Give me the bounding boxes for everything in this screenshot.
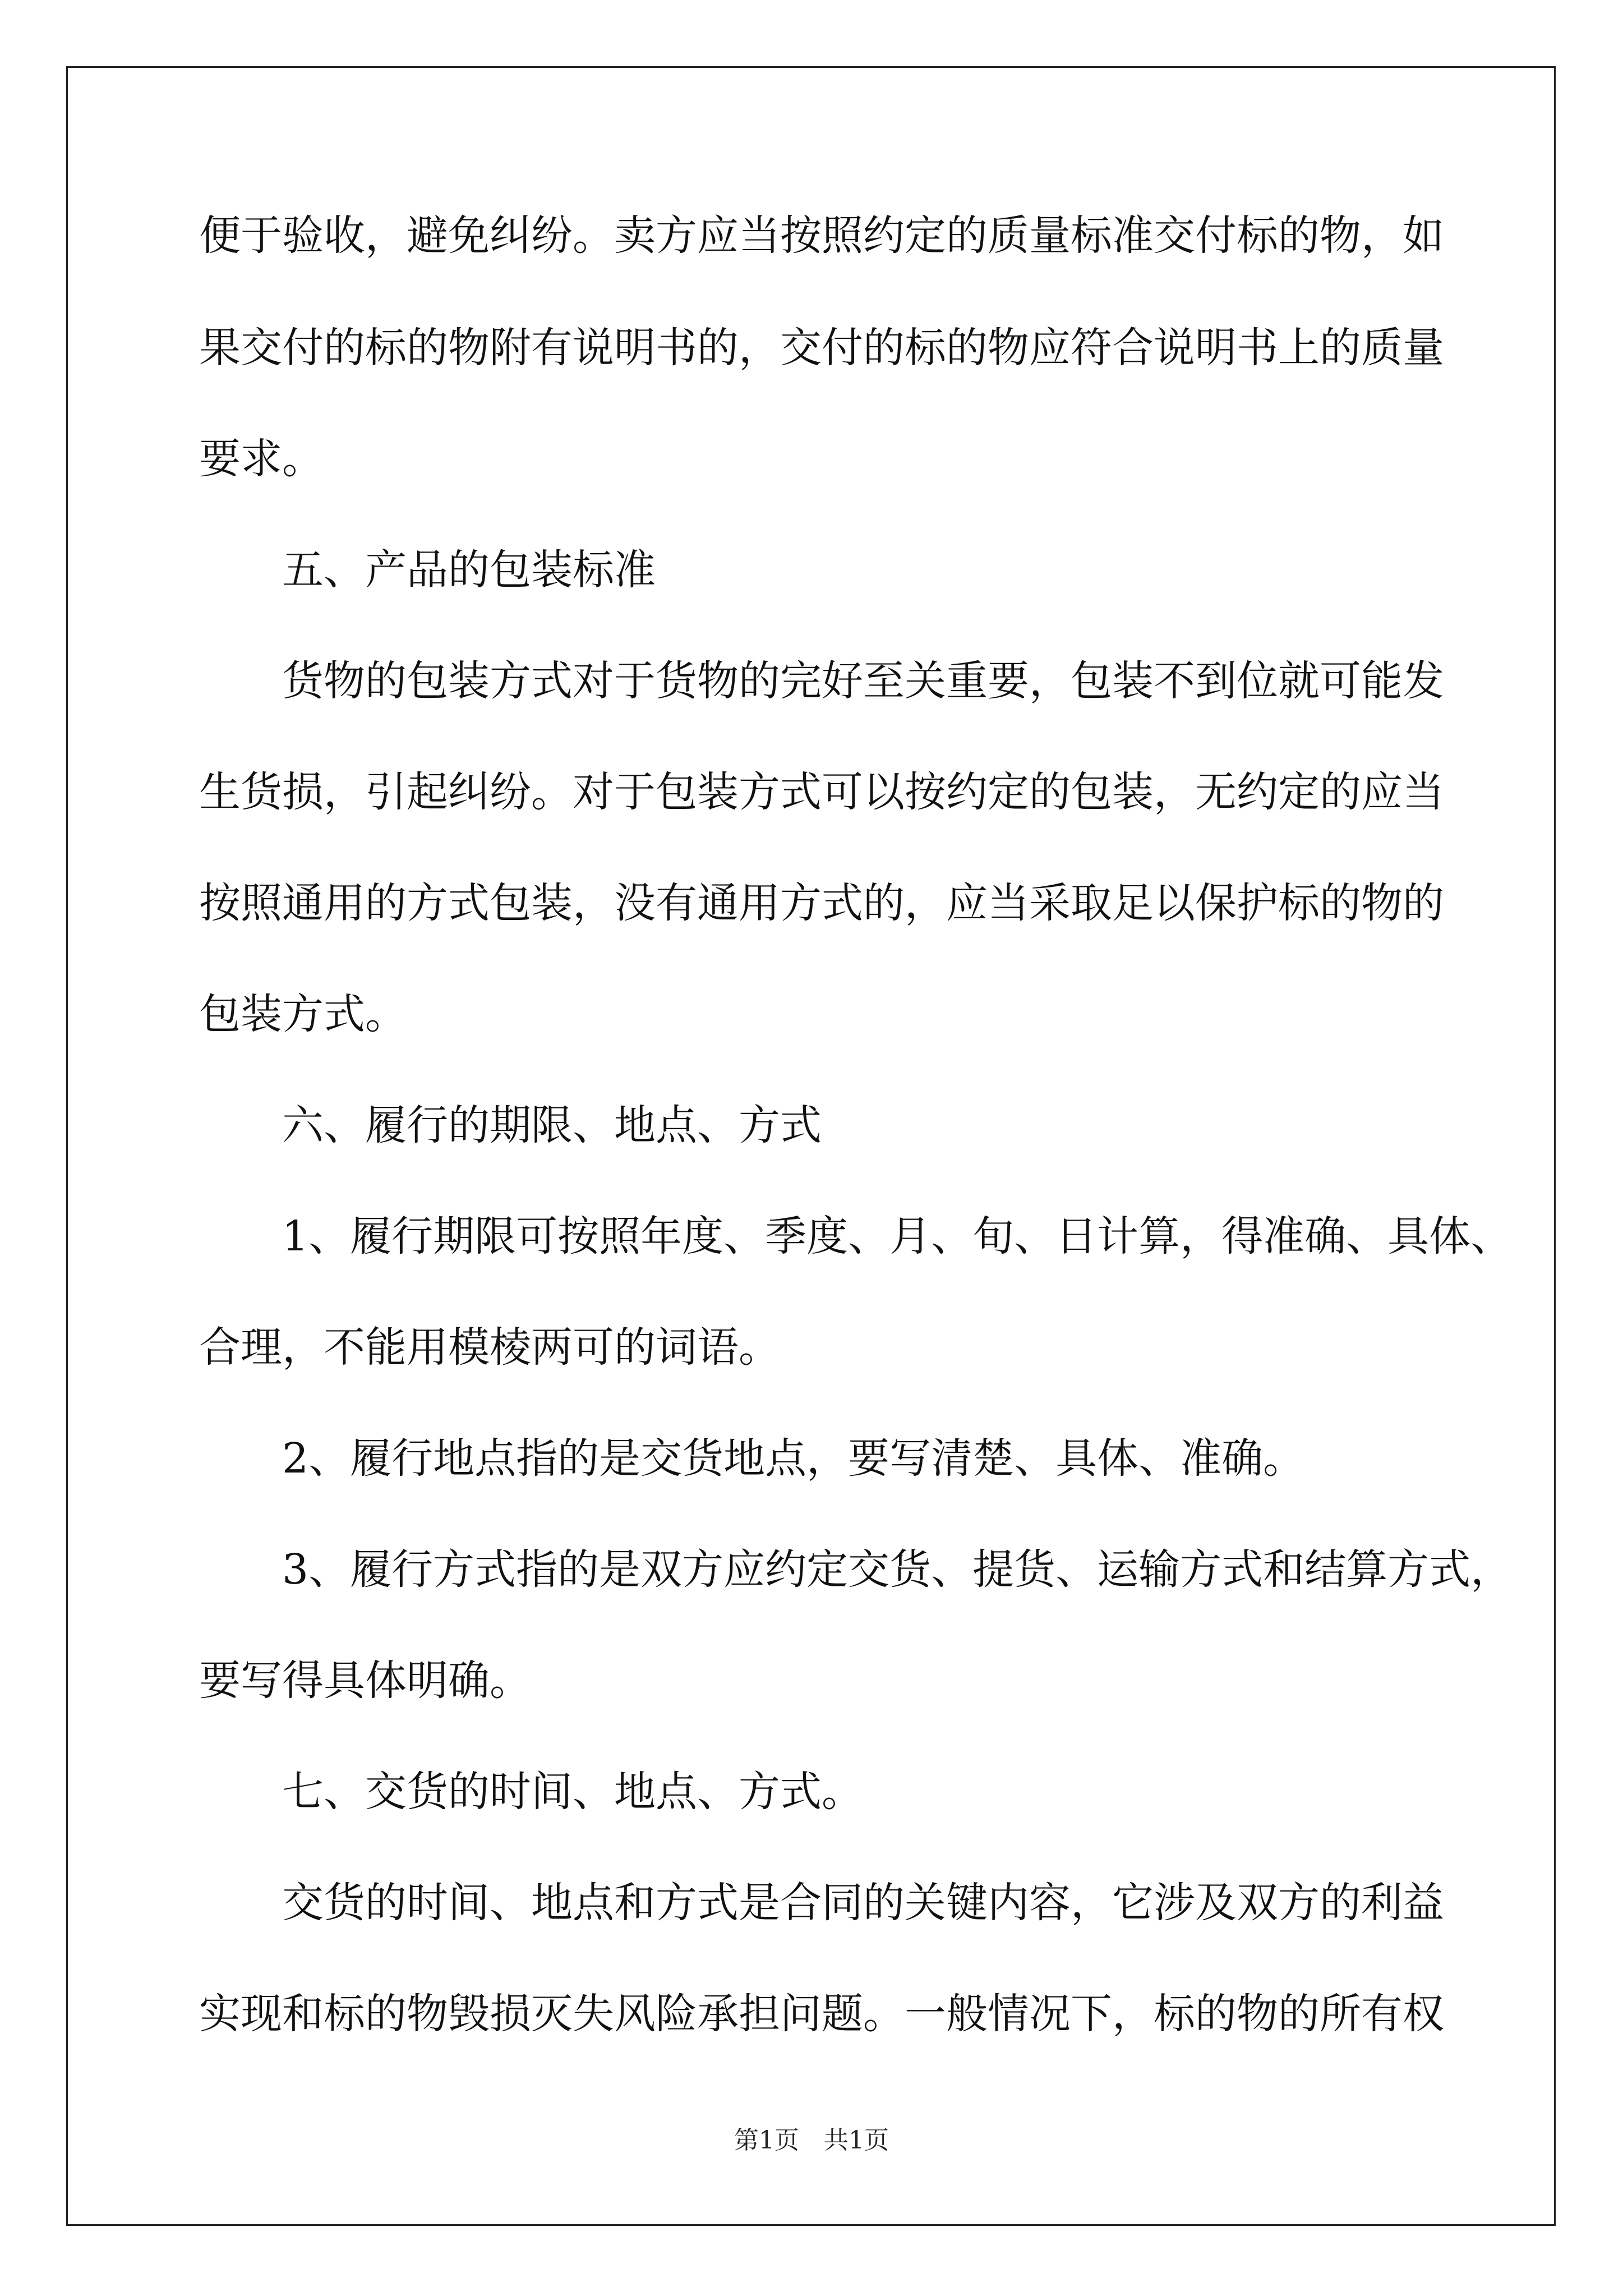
text-line: 2、履行地点指的是交货地点，要写清楚、具体、准确。 xyxy=(282,1434,1305,1483)
text-line: 要写得具体明确。 xyxy=(199,1657,531,1705)
text-line: 合理，不能用模棱两可的词语。 xyxy=(199,1323,780,1372)
section-heading: 七、交货的时间、地点、方式。 xyxy=(282,1768,863,1816)
text-line: 便于验收，避免纠纷。卖方应当按照约定的质量标准交付标的物，如 xyxy=(199,211,1444,260)
section-heading: 五、产品的包装标准 xyxy=(282,546,656,594)
text-line: 要求。 xyxy=(199,435,324,483)
text-line: 3、履行方式指的是双方应约定交货、提货、运输方式和结算方式， xyxy=(282,1545,1513,1594)
text-line: 包装方式。 xyxy=(199,990,407,1038)
text-line: 货物的包装方式对于货物的完好至关重要，包装不到位就可能发 xyxy=(282,657,1444,705)
text-line: 按照通用的方式包装，没有通用方式的，应当采取足以保护标的物的 xyxy=(199,879,1444,927)
text-line: 交货的时间、地点和方式是合同的关键内容，它涉及双方的利益 xyxy=(282,1879,1444,1927)
text-line: 1、履行期限可按照年度、季度、月、旬、日计算，得准确、具体、 xyxy=(282,1212,1513,1260)
section-heading: 六、履行的期限、地点、方式 xyxy=(282,1101,822,1149)
page-footer: 第1页 共1页 xyxy=(734,2126,889,2155)
text-line: 实现和标的物毁损灭失风险承担问题。一般情况下，标的物的所有权 xyxy=(199,1990,1444,2038)
text-line: 果交付的标的物附有说明书的，交付的标的物应符合说明书上的质量 xyxy=(199,324,1444,372)
text-line: 生货损，引起纠纷。对于包装方式可以按约定的包装，无约定的应当 xyxy=(199,768,1444,816)
